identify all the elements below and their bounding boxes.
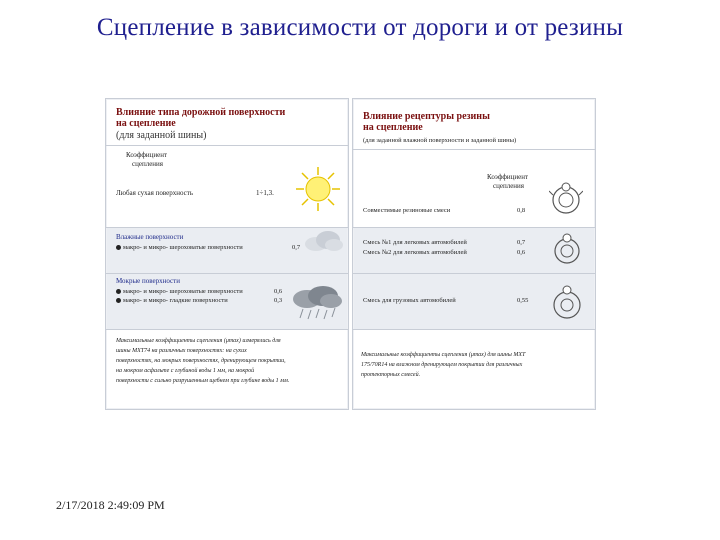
- left-note-line2: шины MXT74 на различных поверхностях: на сухих: [116, 348, 247, 354]
- compound-row-4-value: 0,55: [517, 297, 529, 304]
- right-heading-line1: Влияние рецептуры резины: [363, 111, 490, 122]
- cloud-icon: [302, 229, 344, 253]
- soaked-value-2: 0,3: [274, 297, 283, 304]
- compound-row-3-value: 0,6: [517, 249, 526, 256]
- soaked-heading: Мокрые поверхности: [116, 277, 180, 285]
- left-note-line4: на мокром асфальте с глубиной воды 1 мм, на мокрой: [116, 368, 255, 374]
- rubber-compound-panel: [352, 98, 596, 410]
- left-note-line3: поверхностях, на мокрых поверхностях, дренирующем покрытии,: [116, 358, 286, 364]
- wet-value: 0,7: [292, 244, 301, 251]
- soaked-item-2: макро- и микро- гладкие поверхности: [116, 297, 228, 305]
- compound-row-1-value: 0,8: [517, 207, 526, 214]
- compound-row-1-label: Совместимые резиновые смеси: [363, 207, 451, 214]
- road-surface-panel: [105, 98, 349, 410]
- left-heading-line1: Влияние типа дорожной поверхности: [116, 107, 286, 118]
- right-heading-line2: на сцепление: [363, 122, 423, 133]
- tyre-figure-icon: [551, 283, 583, 321]
- wet-heading: Влажные поверхности: [116, 233, 184, 241]
- sun-icon: [294, 165, 342, 213]
- compound-row-4-label: Смесь для грузовых автомобилей: [363, 297, 456, 304]
- slide-datetime: 2/17/2018 2:49:09 PM: [56, 498, 165, 512]
- right-subheading: (для заданной влажной поверхности и заданной шины): [363, 137, 517, 144]
- rain-cloud-icon: [289, 285, 345, 321]
- tyre-figure-icon: [551, 231, 583, 267]
- dry-surface-value: 1÷1,3.: [256, 189, 274, 197]
- left-note-line1: Максимальные коэффициенты сцепления (μmax) измерялись для: [116, 338, 281, 344]
- right-note-line1: Максимальные коэффициенты сцепления (μmax) для шины MXT: [361, 352, 526, 358]
- compound-row-2-label: Смесь №1 для легковых автомобилей: [363, 239, 467, 246]
- dry-surface-label: Любая сухая поверхность: [116, 189, 194, 197]
- right-coef-line1: Коэффициент: [487, 173, 529, 181]
- left-coef-line2: сцепления: [132, 160, 164, 168]
- tyre-figure-icon: [549, 181, 583, 217]
- soaked-value-1: 0,6: [274, 288, 283, 295]
- left-coef-line1: Коэффициент: [126, 151, 168, 159]
- right-note-line2: 175/70R14 на влажном дренирующем покрытии для различных: [361, 362, 523, 368]
- right-note-line3: протекторных смесей.: [361, 372, 421, 378]
- wet-item: макро- и микро- шероховатые поверхности: [116, 244, 243, 252]
- compound-row-3-label: Смесь №2 для легковых автомобилей: [363, 249, 467, 256]
- compound-row-2-value: 0,7: [517, 239, 526, 246]
- left-subheading: (для заданной шины): [116, 130, 207, 141]
- left-heading-line2: на сцепление: [116, 118, 176, 129]
- right-coef-line2: сцепления: [493, 182, 525, 190]
- soaked-item-1: макро- и микро- шероховатые поверхности: [116, 288, 243, 296]
- left-note-line5: поверхности с сильно разрушенным щебнем при глубине воды 1 мм.: [116, 378, 290, 384]
- slide-title: Сцепление в зависимости от дороги и от резины: [96, 14, 624, 41]
